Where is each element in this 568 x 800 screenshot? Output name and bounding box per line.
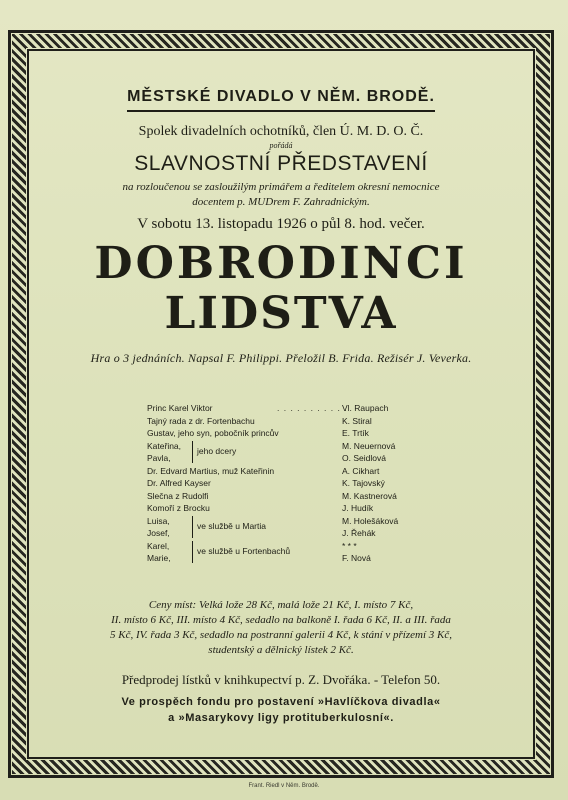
cast-row [147, 415, 487, 428]
cast-role: Komoří z Brocku [147, 503, 210, 513]
cast-row [147, 502, 487, 515]
cast-group-note: jeho dcery [197, 445, 237, 456]
cast-group-actors [342, 515, 398, 540]
cast-role: Dr. Alfred Kayser [147, 478, 211, 488]
cast-group-actors [342, 440, 395, 465]
cast-role: Marie, [147, 553, 171, 563]
cast-actor: K. Stiral [342, 415, 372, 426]
occasion [32, 180, 530, 210]
cast-actor: M. Kastnerová [342, 490, 397, 501]
cast-role: Gustav, jeho syn, pobočník princův [147, 428, 279, 438]
cast-actor: A. Cikhart [342, 465, 380, 476]
play-title-line: DOBRODINCI [94, 238, 468, 289]
cast-row [147, 402, 487, 415]
cast-group-names [147, 440, 181, 465]
cast-role: Slečna z Rudolfi [147, 490, 209, 501]
play-title-line: LIDSTVA [164, 288, 398, 339]
printer-imprint: Frant. Riedl v Něm. Brodě. [248, 783, 320, 789]
play-credits: Hra o 3 jednáních. Napsal F. Philippi. Přeložil B. Frida. Režisér J. Veverka. [90, 351, 472, 365]
cast-group-actors [342, 540, 371, 565]
event-heading: SLAVNOSTNÍ PŘEDSTAVENÍ [134, 152, 428, 175]
cast-actor: M. Holešáková [342, 515, 399, 526]
cast-list [147, 402, 487, 565]
cast-group-note: ve službě u Martia [197, 520, 266, 531]
occasion-line: docentem p. MUDrem F. Zahradnickým. [192, 196, 370, 208]
price-line: II. místo 6 Kč, III. místo 4 Kč, sedadlo na balkoně I. řada 6 Kč, II. a III. řada [111, 614, 451, 626]
occasion-line: na rozloučenou se zasloužilým primářem a ředitelem okresní nemocnice [122, 181, 440, 193]
cast-row [147, 477, 487, 490]
cast-row [147, 465, 487, 478]
organization: Spolek divadelních ochotníků, člen Ú. M. D. O. Č. [138, 124, 424, 139]
cast-row [147, 427, 487, 440]
brace [187, 441, 193, 463]
cast-actor: * * * [342, 540, 357, 551]
cast-row [147, 490, 487, 503]
price-line: 5 Kč, IV. řada 3 Kč, sedadlo na postranní galerii 4 Kč, k stání v přízemí 3 Kč, [109, 629, 452, 641]
presale-info: Předprodej lístků v knihkupectví p. Z. Dvořáka. - Telefon 50. [121, 672, 441, 687]
cast-actor: F. Nová [342, 553, 371, 563]
price-line: Ceny míst: Velká lože 28 Kč, malá lože 21 Kč, I. místo 7 Kč, [148, 599, 414, 611]
proceeds-note [32, 694, 530, 726]
presents-label: pořádá [269, 141, 293, 150]
cast-group-names [147, 540, 171, 565]
event-date: V sobotu 13. listopadu 1926 o půl 8. hod. večer. [137, 216, 425, 232]
ticket-prices [50, 598, 512, 658]
cast-actor: E. Trtík [342, 428, 369, 438]
cast-group-note: ve službě u Fortenbachů [197, 545, 291, 556]
cast-actor: M. Neuernová [342, 440, 396, 451]
cast-actor: K. Tajovský [342, 478, 385, 488]
cast-role: Dr. Edvard Martius, muž Kateřinin [147, 465, 275, 476]
cast-actor: J. Hudík [342, 503, 374, 513]
cast-role: Tajný rada z dr. Fortenbachu [147, 415, 255, 426]
cast-role: Luisa, [147, 515, 170, 526]
brace [187, 541, 193, 563]
brace [187, 516, 193, 538]
play-title [32, 239, 530, 339]
theatre-name: MĚSTSKÉ DIVADLO V NĚM. BRODĚ. [127, 88, 435, 112]
cast-group [147, 540, 487, 565]
proceeds-line: a »Masarykovy ligy protituberkulosní«. [168, 712, 394, 724]
cast-group-names [147, 515, 170, 540]
cast-role: Pavla, [147, 453, 171, 463]
cast-group [147, 515, 487, 540]
cast-role: Josef, [147, 528, 170, 538]
cast-role: Kateřina, [147, 440, 182, 451]
poster-content [32, 52, 530, 752]
cast-actor: Vl. Raupach [342, 403, 389, 413]
price-line: studentský a dělnický lístek 2 Kč. [208, 644, 354, 656]
proceeds-line: Ve prospěch fondu pro postavení »Havlíčkova divadla« [121, 696, 441, 708]
cast-dots: . . . . . . . . . . . [277, 403, 348, 413]
cast-actor: J. Řehák [342, 528, 376, 538]
cast-role: Princ Karel Viktor [147, 403, 213, 413]
cast-group [147, 440, 487, 465]
cast-role: Karel, [147, 540, 170, 551]
cast-actor: O. Seidlová [342, 453, 386, 463]
